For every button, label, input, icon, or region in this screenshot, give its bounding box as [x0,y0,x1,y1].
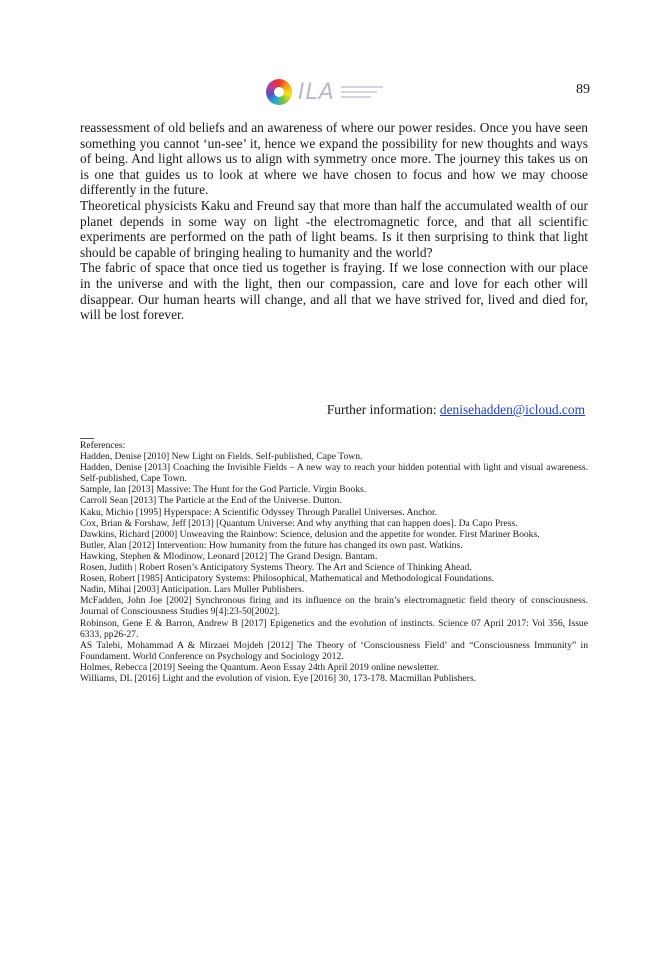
reference-item: Hadden, Denise [2013] Coaching the Invisible Fields – A new way to reach your hidden potential with light and visual awareness. Self-published, Cape Town. [80,462,588,485]
reference-item: Rosen, Robert [1985] Anticipatory Systems: Philosophical, Mathematical and Methodological Foundations. [80,573,495,585]
references-heading: References: [80,440,126,451]
body-paragraph: reassessment of old beliefs and an awareness of where our power resides. Once you have seen something you cannot ‘un-see’ it, hence we expand the possibility for new thoughts and ways of being. And light allows us to align with symmetry once more. The journey this takes us on is one that guides us to look at where we have chosen to focus and how we may choose differently in the future. [80,120,588,198]
reference-item: AS Talebi, Mohammad A & Mirzaei Mojdeh [2012] The Theory of ‘Consciousness Field’ and “Consciousness Immunity” in Foundament. World Conference on Psychology and Sociology 2012. [80,639,588,662]
ila-logo [266,78,406,106]
reference-item: Butler, Alan [2012] Intervention: How humanity from the future has changed its own past. Watkins. [80,539,463,551]
reference-item: Kaku, Michio [1995] Hyperspace: A Scientific Odyssey Through Parallel Universes. Anchor. [80,506,438,518]
reference-item: Hawking, Stephen & Mlodinow, Leonard [2012] The Grand Design. Bantam. [80,550,378,562]
page-header [0,78,670,108]
reference-item: Sample, Ian [2013] Massive: The Hunt for the God Particle. Virgin Books. [80,484,367,496]
color-wheel-icon [266,79,292,105]
logo-mark: ILA [298,79,335,105]
email-link[interactable]: denisehadden@icloud.com [439,402,585,417]
reference-item: Nadin, Mihai [2003] Anticipation. Lars Muller Publishers. [80,584,305,596]
body-paragraph: Theoretical physicists Kaku and Freund say that more than half the accumulated wealth of our planet depends in some way on light -the electromagnetic force, and that all scientific experiments are performed on the path of light beams. Is it then surprising to think that light should be capable of bringing healing to humanity and the world? [80,197,588,260]
further-information [80,402,585,418]
divider [80,438,94,439]
body-paragraph: The fabric of space that once tied us together is fraying. If we lose connection with our place in the universe and with the light, then our compassion, care and love for each other will disappear. Our human hearts will change, and all that we have strived for, lived and died for, will be lost forever. [80,260,588,323]
body-text [80,120,588,323]
reference-item: Rosen, Judith | Robert Rosen’s Anticipatory Systems Theory. The Art and Science of Thinking Ahead. [80,562,472,574]
reference-item: Robinson, Gene E & Barron, Andrew B [2017] Epigenetics and the evolution of instincts. Science 07 April 2017: Vol 356, Issue 6333, pp26-27. [80,617,588,640]
further-information-label: Further information: [326,402,437,417]
reference-item: Holmes, Rebecca [2019] Seeing the Quantum. Aeon Essay 24th April 2019 online newsletter. [80,661,439,673]
reference-item: McFadden, John Joe [2002] Synchronous firing and its influence on the brain’s electromagnetic field theory of consciousness. Journal of Consciousness Studies 9[4]:23-50[2002]. [80,595,588,618]
page-number: 89 [576,82,590,97]
reference-item: Carroll Sean [2013] The Particle at the End of the Universe. Dutton. [80,495,342,507]
reference-item: Cox, Brian & Forshaw, Jeff [2013] [Quantum Universe: And why anything that can happen does]. Da Capo Press. [80,517,518,529]
reference-item: Williams, DL [2016] Light and the evolution of vision. Eye [2016] 30, 173-178. Macmillan Publishers. [80,672,477,684]
reference-item: Hadden, Denise [2010] New Light on Fields. Self-published, Cape Town. [80,451,363,463]
references [80,438,588,684]
reference-item: Dawkins, Richard [2000] Unweaving the Rainbow: Science, delusion and the appetite for wonder. First Mariner Books. [80,528,540,540]
logo-tagline [341,86,383,98]
